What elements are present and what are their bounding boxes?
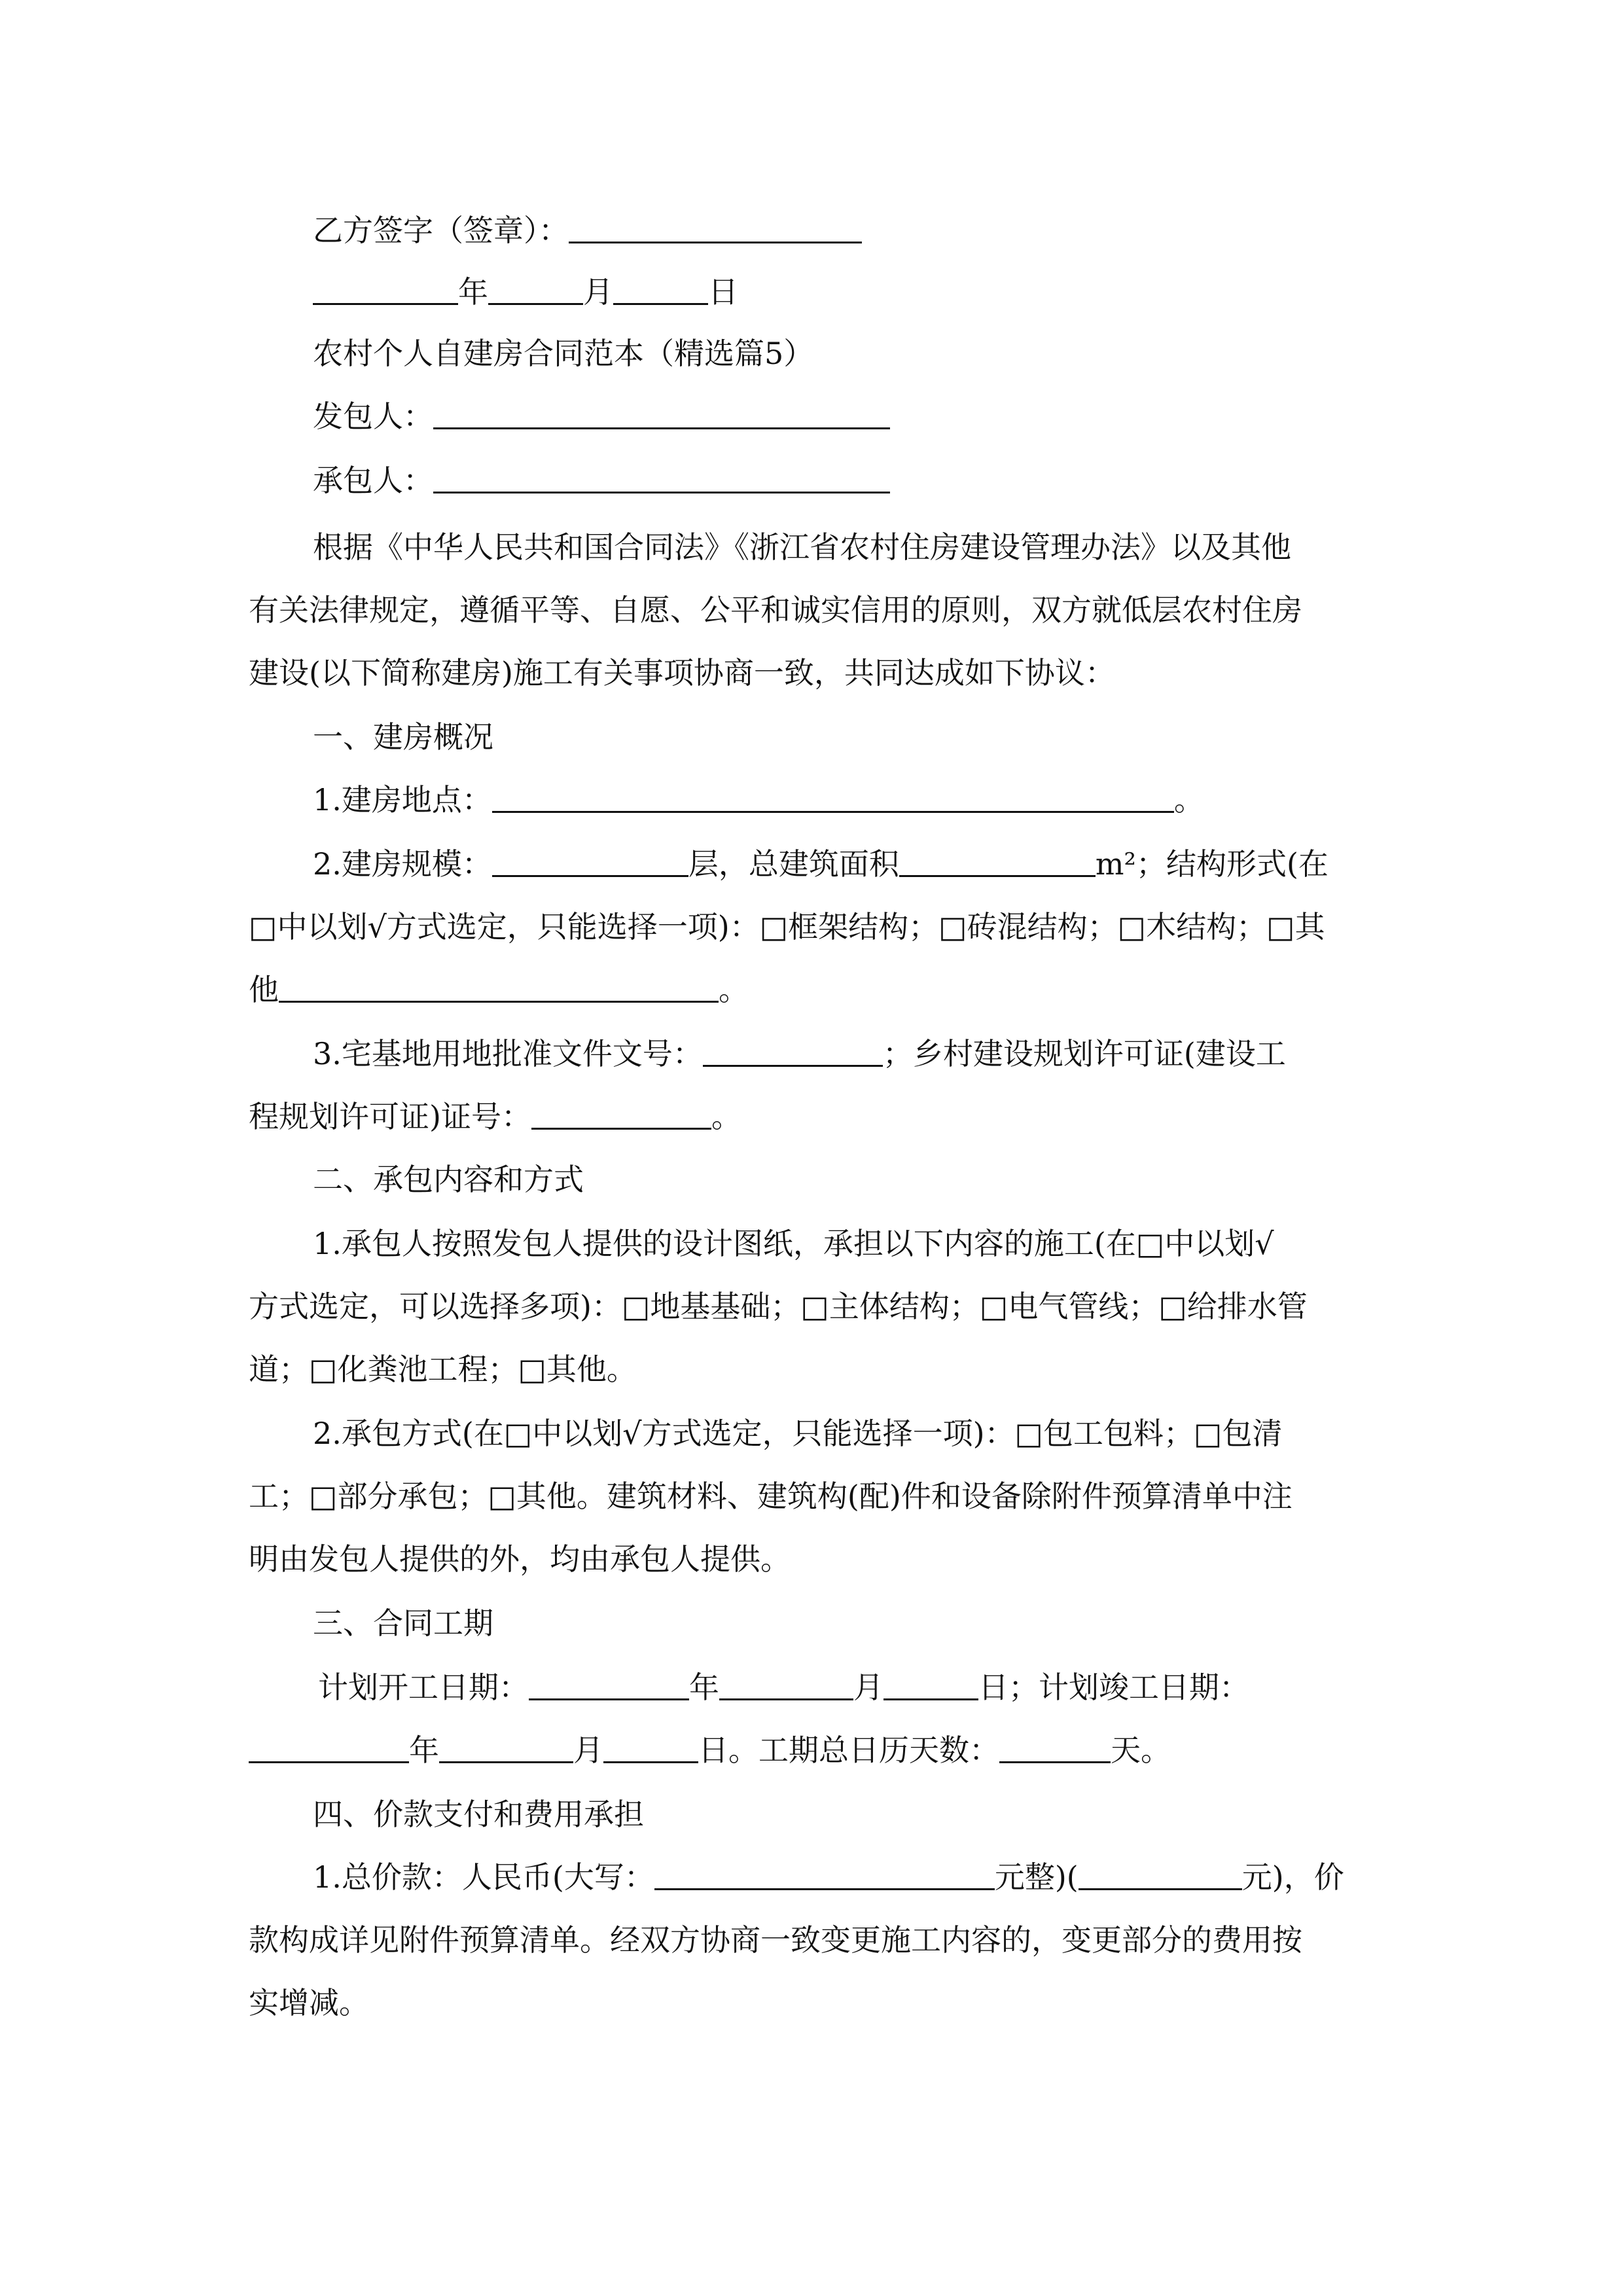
- homestead-approval-blank[interactable]: [703, 1035, 883, 1067]
- date-year-blank[interactable]: [313, 273, 458, 305]
- start-month-blank[interactable]: [719, 1668, 853, 1700]
- planned-completion-label: 日；计划竣工日期：: [978, 1670, 1249, 1705]
- price-whole-label: 元整)(: [994, 1859, 1079, 1895]
- section-1-item-2: [313, 844, 1445, 884]
- start-month-label: 月: [853, 1670, 883, 1705]
- section-2-item-1-line-3: 道；□化粪池工程；□其他。: [249, 1352, 637, 1387]
- date-month-label: 月: [583, 274, 613, 310]
- section-1-heading: 一、建房概况: [313, 719, 493, 755]
- section-2-item-2-line-3: 明由发包人提供的外，均由承包人提供。: [249, 1541, 791, 1577]
- contractor-line: [313, 461, 1445, 500]
- completion-year-label: 年: [409, 1732, 439, 1768]
- party-b-signature-line: [313, 211, 1445, 250]
- area-blank[interactable]: [899, 845, 1096, 877]
- homestead-approval-label: 3.宅基地用地批准文件文号：: [313, 1036, 703, 1071]
- completion-month-label: 月: [573, 1732, 603, 1768]
- section-2-item-1-line-2: 方式选定，可以选择多项)：□地基基础；□主体结构；□电气管线；□给排水管: [249, 1289, 1308, 1324]
- planning-permit-line: [249, 1097, 1381, 1136]
- contractor-label: 承包人：: [313, 463, 433, 498]
- build-location-blank[interactable]: [492, 781, 1174, 813]
- party-b-signature-label: 乙方签字（签章）：: [313, 213, 569, 248]
- intro-line-3: 建设(以下简称建房)施工有关事项协商一致，共同达成如下协议：: [249, 655, 1115, 691]
- structure-other-line: [249, 970, 1381, 1009]
- price-yuan-label: 元)，价: [1241, 1859, 1344, 1895]
- structure-other-blank[interactable]: [279, 971, 719, 1003]
- start-day-blank[interactable]: [883, 1668, 978, 1700]
- section-2-item-2-line-2: 工；□部分承包；□其他。建筑材料、建筑构(配)件和设备除附件预算清单中注: [249, 1479, 1293, 1514]
- intro-line-2: 有关法律规定，遵循平等、自愿、公平和诚实信用的原则，双方就低层农村住房: [249, 592, 1302, 628]
- section-1-item-3: [313, 1034, 1445, 1073]
- structure-options-line: □中以划√方式选定，只能选择一项)：□框架结构；□砖混结构；□木结构；□其: [249, 909, 1325, 944]
- total-days-unit: 天。: [1111, 1732, 1171, 1768]
- structure-other-end: 。: [719, 972, 749, 1007]
- price-in-figures-blank[interactable]: [1079, 1858, 1242, 1890]
- employer-blank[interactable]: [433, 397, 890, 429]
- planning-permit-number-label: 程规划许可证)证号：: [249, 1099, 531, 1134]
- total-days-label: 日。工期总日历天数：: [698, 1732, 999, 1768]
- date-month-blank[interactable]: [488, 273, 583, 305]
- area-unit-label: m²；结构形式(在: [1095, 846, 1329, 882]
- date-day-blank[interactable]: [613, 273, 708, 305]
- party-b-signature-blank[interactable]: [569, 211, 862, 243]
- total-price-label: 1.总价款：人民币(大写：: [313, 1859, 654, 1895]
- total-price-line: [313, 1857, 1445, 1897]
- planning-permit-label: ；乡村建设规划许可证(建设工: [882, 1036, 1286, 1071]
- price-in-words-blank[interactable]: [654, 1858, 995, 1890]
- date-year-label: 年: [458, 274, 488, 310]
- intro-line-1: 根据《中华人民共和国合同法》《浙江省农村住房建设管理办法》以及其他: [313, 529, 1291, 565]
- floors-blank[interactable]: [492, 845, 688, 877]
- employer-line: [313, 397, 1445, 436]
- contract-title: 农村个人自建房合同范本（精选篇5）: [313, 336, 814, 371]
- structure-other-label: 他: [249, 972, 279, 1007]
- section-4-heading: 四、价款支付和费用承担: [313, 1797, 644, 1832]
- completion-year-blank[interactable]: [249, 1731, 409, 1763]
- completion-day-blank[interactable]: [603, 1731, 698, 1763]
- planned-start-label: 计划开工日期：: [318, 1670, 529, 1705]
- completion-month-blank[interactable]: [439, 1731, 573, 1763]
- section-2-item-2-line-1: 2.承包方式(在□中以划√方式选定，只能选择一项)：□包工包料；□包清: [313, 1416, 1283, 1451]
- total-price-line-3: 实增减。: [249, 1985, 369, 2020]
- planning-permit-blank[interactable]: [531, 1098, 711, 1130]
- section-3-heading: 三、合同工期: [313, 1605, 493, 1641]
- planned-completion-line: [249, 1731, 1381, 1770]
- signature-date-line: [313, 272, 1445, 312]
- planning-permit-end: 。: [711, 1099, 741, 1134]
- total-price-line-2: 款构成详见附件预算清单。经双方协商一致变更施工内容的，变更部分的费用按: [249, 1922, 1302, 1958]
- build-scale-label: 2.建房规模：: [313, 846, 492, 882]
- employer-label: 发包人：: [313, 399, 433, 434]
- build-location-end: 。: [1173, 782, 1204, 817]
- floors-label: 层，总建筑面积: [688, 846, 899, 882]
- planned-start-line: [318, 1668, 1450, 1707]
- total-days-blank[interactable]: [999, 1731, 1111, 1763]
- section-1-item-1: [313, 780, 1445, 819]
- section-2-item-1-line-1: 1.承包人按照发包人提供的设计图纸，承担以下内容的施工(在□中以划√: [313, 1226, 1274, 1261]
- date-day-label: 日: [708, 274, 738, 310]
- build-location-label: 1.建房地点：: [313, 782, 492, 817]
- start-year-blank[interactable]: [529, 1668, 689, 1700]
- start-year-label: 年: [689, 1670, 719, 1705]
- section-2-heading: 二、承包内容和方式: [313, 1162, 584, 1197]
- contractor-blank[interactable]: [433, 461, 890, 493]
